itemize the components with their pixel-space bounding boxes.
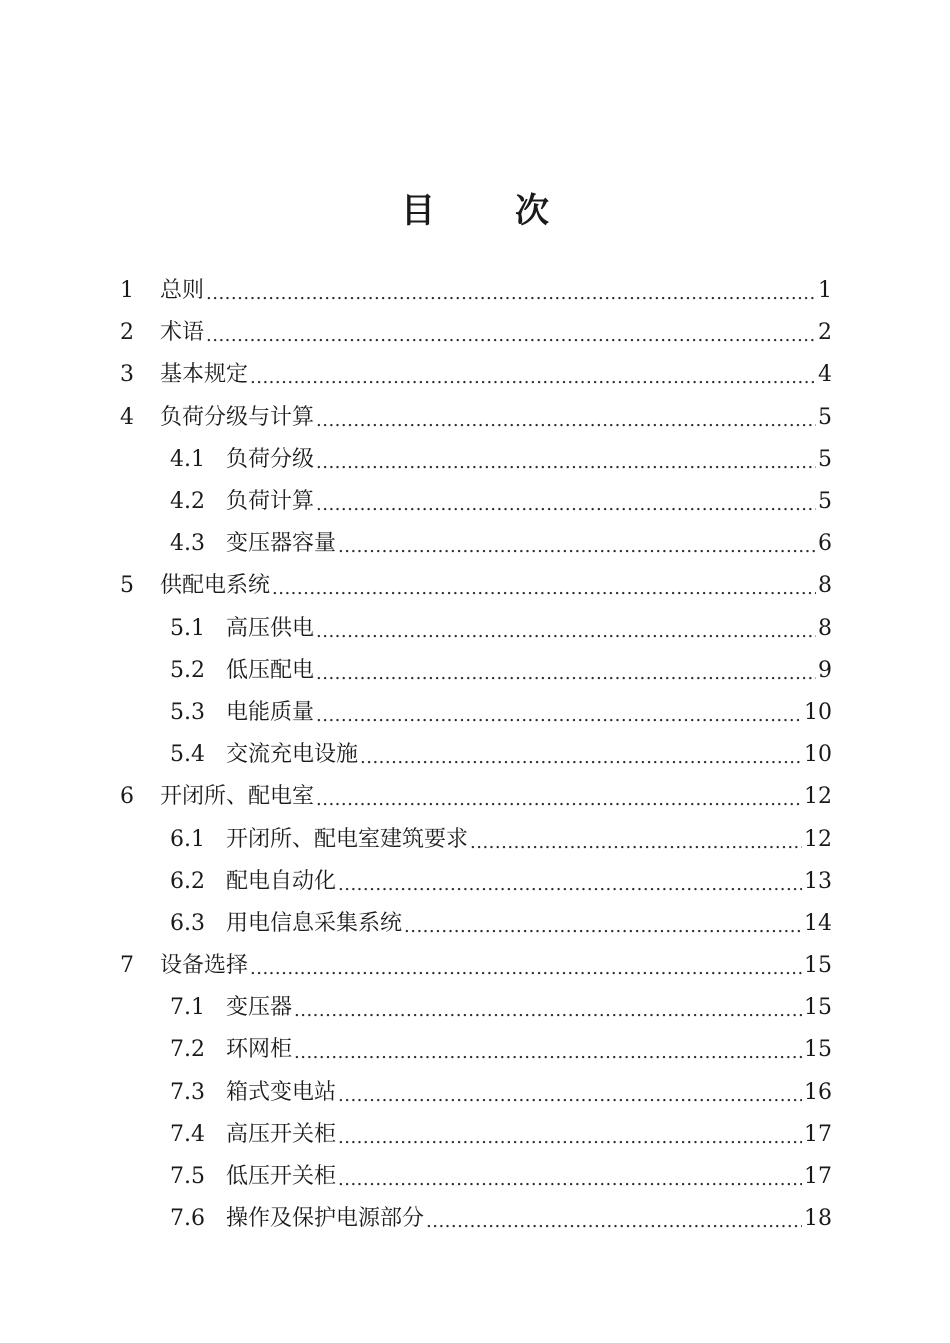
toc-entry-page: 16 [804, 1079, 832, 1105]
toc-entry-label: 开闭所、配电室建筑要求 [226, 826, 469, 852]
toc-entry[interactable] [120, 1029, 832, 1071]
toc-entry[interactable] [120, 818, 832, 860]
toc-entry[interactable] [120, 565, 832, 607]
toc-entry-label: 设备选择 [160, 953, 249, 979]
toc-leader-dots [316, 439, 816, 481]
toc-entry[interactable] [120, 987, 832, 1029]
toc-leader-dots [338, 1156, 802, 1198]
toc-entry[interactable] [120, 354, 832, 396]
toc-leader-dots [338, 861, 802, 903]
toc-leader-dots [294, 987, 802, 1029]
toc-entry-number: 5.2 [170, 657, 205, 683]
toc-entry-page: 15 [804, 1037, 832, 1063]
toc-entry-number: 6.1 [170, 826, 205, 852]
toc-entry-page: 12 [804, 784, 832, 810]
toc-entry-number: 6.2 [170, 868, 205, 894]
toc-entry-label: 术语 [160, 320, 205, 346]
toc-entry-label: 高压开关柜 [226, 1121, 337, 1147]
toc-entry-number: 5.1 [170, 615, 205, 641]
toc-leader-dots [316, 397, 816, 439]
toc-entry-label: 高压供电 [226, 615, 315, 641]
toc-entry-number: 6.3 [170, 910, 205, 936]
toc-entry[interactable] [120, 945, 832, 987]
toc-entry-page: 8 [818, 573, 832, 599]
toc-entry-page: 15 [804, 953, 832, 979]
toc-entry-page: 15 [804, 995, 832, 1021]
toc-entry-label: 交流充电设施 [226, 742, 359, 768]
toc-entry-number: 3 [120, 362, 134, 388]
toc-entry-number: 1 [120, 278, 134, 304]
toc-leader-dots [316, 650, 816, 692]
toc-entry-number: 4 [120, 404, 134, 430]
toc-entry-page: 18 [804, 1206, 832, 1232]
toc-leader-dots [206, 312, 816, 354]
toc-leader-dots [338, 523, 816, 565]
toc-entry-number: 7.2 [170, 1037, 205, 1063]
toc-entry-page: 1 [818, 278, 832, 304]
toc-entry-number: 4.2 [170, 489, 205, 515]
toc-entry[interactable] [120, 1072, 832, 1114]
toc-entry-number: 7.6 [170, 1206, 205, 1232]
toc-entry-number: 5.4 [170, 742, 205, 768]
toc-entry-number: 5.3 [170, 699, 205, 725]
toc-entry-number: 7.1 [170, 995, 205, 1021]
toc-entry[interactable] [120, 397, 832, 439]
toc-entry-number: 6 [120, 784, 134, 810]
toc-entry-label: 基本规定 [160, 362, 249, 388]
toc-entry[interactable] [120, 650, 832, 692]
toc-entry-label: 配电自动化 [226, 868, 337, 894]
toc-entry-page: 8 [818, 615, 832, 641]
toc-leader-dots [316, 692, 802, 734]
toc-entry-label: 电能质量 [226, 699, 315, 725]
toc-entry[interactable] [120, 903, 832, 945]
toc-entry-label: 开闭所、配电室 [160, 784, 315, 810]
toc-leader-dots [338, 1072, 802, 1114]
toc-entry[interactable] [120, 1114, 832, 1156]
toc-entry-number: 7.5 [170, 1164, 205, 1190]
toc-entry[interactable] [120, 270, 832, 312]
toc-entry-page: 17 [804, 1164, 832, 1190]
toc-leader-dots [316, 776, 802, 818]
toc-entry[interactable] [120, 439, 832, 481]
toc-leader-dots [338, 1114, 802, 1156]
toc-entry-page: 17 [804, 1121, 832, 1147]
toc-entry[interactable] [120, 523, 832, 565]
toc-entry-number: 5 [120, 573, 134, 599]
toc-entry-number: 7.4 [170, 1121, 205, 1147]
toc-entry[interactable] [120, 1198, 832, 1240]
toc-entry-label: 总则 [160, 278, 205, 304]
toc-entry-page: 6 [818, 531, 832, 557]
toc-entry-page: 10 [804, 699, 832, 725]
toc-leader-dots [294, 1029, 802, 1071]
toc-leader-dots [316, 608, 816, 650]
toc-leader-dots [360, 734, 802, 776]
toc-entry-label: 变压器 [226, 995, 293, 1021]
toc-entry-number: 7 [120, 953, 134, 979]
toc-entry-label: 供配电系统 [160, 573, 271, 599]
toc-entry-label: 环网柜 [226, 1037, 293, 1063]
toc-entry-page: 4 [818, 362, 832, 388]
toc-entry[interactable] [120, 776, 832, 818]
toc-entry-label: 低压开关柜 [226, 1164, 337, 1190]
toc-entry-page: 12 [804, 826, 832, 852]
toc-leader-dots [250, 945, 802, 987]
toc-leader-dots [404, 903, 802, 945]
toc-entry[interactable] [120, 481, 832, 523]
toc-entry-number: 2 [120, 320, 134, 346]
page-title [0, 186, 950, 236]
toc-entry[interactable] [120, 608, 832, 650]
toc-entry[interactable] [120, 312, 832, 354]
toc-entry-label: 操作及保护电源部分 [226, 1206, 425, 1232]
toc-entry-label: 负荷分级与计算 [160, 404, 315, 430]
toc-entry-label: 负荷计算 [226, 489, 315, 515]
toc-entry[interactable] [120, 692, 832, 734]
toc-leader-dots [250, 354, 816, 396]
toc-entry-label: 用电信息采集系统 [226, 910, 403, 936]
toc-entry-page: 2 [818, 320, 832, 346]
toc-entry-page: 9 [818, 657, 832, 683]
toc-entry[interactable] [120, 734, 832, 776]
toc-entry-number: 7.3 [170, 1079, 205, 1105]
toc-entry-page: 13 [804, 868, 832, 894]
title-left-char: 目 [401, 191, 435, 231]
toc-entry-page: 5 [818, 489, 832, 515]
toc-entry[interactable] [120, 1156, 832, 1198]
toc-entry-label: 低压配电 [226, 657, 315, 683]
toc-entry-label: 箱式变电站 [226, 1079, 337, 1105]
toc-leader-dots [316, 481, 816, 523]
toc-leader-dots [272, 565, 816, 607]
toc-entry-number: 4.1 [170, 446, 205, 472]
toc-entry-page: 10 [804, 742, 832, 768]
toc-entry-label: 负荷分级 [226, 446, 315, 472]
toc-entry-number: 4.3 [170, 531, 205, 557]
toc-entry-page: 5 [818, 404, 832, 430]
toc-leader-dots [470, 819, 802, 861]
toc-entry[interactable] [120, 861, 832, 903]
toc-entry-page: 14 [804, 910, 832, 936]
toc-leader-dots [426, 1198, 802, 1240]
toc-entry-label: 变压器容量 [226, 531, 337, 557]
title-right-char: 次 [515, 191, 549, 231]
toc-leader-dots [206, 270, 816, 312]
toc-entry-page: 5 [818, 446, 832, 472]
table-of-contents [120, 270, 832, 1240]
